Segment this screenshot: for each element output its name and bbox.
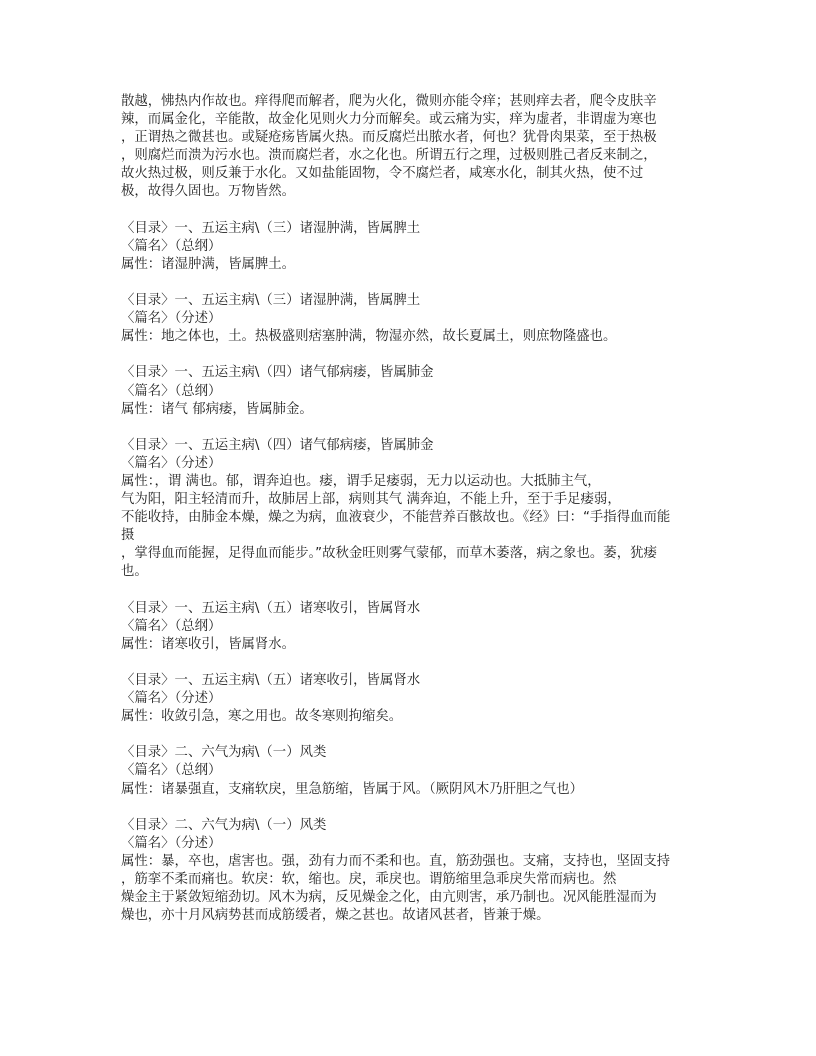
entry-attribute-line: 属性：诸气 郁病痿，皆属肺金。 (121, 401, 313, 417)
entry (121, 817, 721, 926)
entry-title: 〈篇名〉（分述） (121, 691, 222, 707)
entry-attribute-line: 属性：诸寒收引，皆属肾水。 (121, 636, 296, 652)
blank-line (121, 419, 721, 437)
entry-catalog: 〈目录〉一、五运主病\（三）诸湿肿满，皆属脾土 (121, 293, 421, 309)
entry-attribute-line: 燥金主于紧敛短缩劲切。风木为病，反见燥金之化，由亢则害，承乃制也。况风能胜湿而为 (121, 890, 657, 906)
entry-attribute-line: 属性：地之体也，土。热极盛则痞塞肿满，物湿亦然，故长夏属土，则庶物隆盛也。 (121, 329, 617, 345)
blank-line (121, 202, 721, 220)
entry-title: 〈篇名〉（总纲） (121, 763, 222, 779)
paragraph-line: ，正谓热之微甚也。或疑疮疡皆属火热。而反腐烂出脓水者，何也？犹骨肉果菜，至于热极 (121, 130, 657, 146)
entry-attribute-line: 摄 (121, 528, 135, 544)
entry-attribute-line: 属性：诸暴强直，支痛软戾，里急筋缩，皆属于风。（厥阴风木乃肝胆之气也） (121, 781, 583, 797)
entry (121, 220, 721, 274)
entry-title: 〈篇名〉（总纲） (121, 618, 222, 634)
entry-attribute-line: 气为阳，阳主轻清而升，故肺居上部，病则其气 满奔迫，不能上升，至于手足痿弱， (121, 492, 621, 508)
entry (121, 364, 721, 418)
document-page (121, 93, 721, 925)
entry (121, 437, 721, 582)
entry-attribute-line: 属性：暴，卒也，虐害也。强，劲有力而不柔和也。直，筋劲强也。支痛，支持也，坚固支持 (121, 853, 671, 869)
blank-line (121, 582, 721, 600)
entry-catalog: 〈目录〉二、六气为病\（一）风类 (121, 817, 327, 833)
entry (121, 744, 721, 798)
blank-line (121, 346, 721, 364)
entry-attribute-line: 属性：，谓 满也。郁，谓奔迫也。痿，谓手足痿弱，无力以运动也。大抵肺主气， (121, 473, 601, 489)
entry (121, 600, 721, 654)
entry-catalog: 〈目录〉一、五运主病\（四）诸气郁病痿，皆属肺金 (121, 365, 434, 381)
blank-line (121, 726, 721, 744)
entry-catalog: 〈目录〉一、五运主病\（四）诸气郁病痿，皆属肺金 (121, 437, 434, 453)
paragraph-line: 极，故得久固也。万物皆然。 (121, 184, 296, 200)
blank-line (121, 654, 721, 672)
entry-catalog: 〈目录〉一、五运主病\（五）诸寒收引，皆属肾水 (121, 673, 421, 688)
entry-catalog: 〈目录〉一、五运主病\（五）诸寒收引，皆属肾水 (121, 600, 421, 616)
entry (121, 672, 721, 726)
entry-title: 〈篇名〉（分述） (121, 311, 222, 327)
paragraph-line: 故火热过极，则反兼于水化。又如盐能固物，令不腐烂者，咸寒水化，制其火热，使不过 (121, 166, 644, 182)
entry-title: 〈篇名〉（分述） (121, 455, 222, 471)
entry-title: 〈篇名〉（总纲） (121, 238, 222, 254)
entry-attribute-line: ，掌得血而能握，足得血而能步。”故秋金旺则雾气蒙郁，而草木萎落，病之象也。萎，犹痿 (121, 546, 657, 562)
entry-attribute-line: 属性：诸湿肿满，皆属脾土。 (121, 256, 296, 272)
entry-attribute-line: 也。 (121, 564, 148, 580)
paragraph-line: 散越，怫热内作故也。痒得爬而解者，爬为火化，微则亦能令痒；甚则痒去者，爬令皮肤辛 (121, 94, 657, 109)
entry-catalog: 〈目录〉一、五运主病\（三）诸湿肿满，皆属脾土 (121, 220, 421, 236)
entry (121, 292, 721, 346)
intro-paragraph (121, 93, 721, 202)
entry-title: 〈篇名〉（总纲） (121, 383, 222, 399)
paragraph-line: ，则腐烂而溃为污水也。溃而腐烂者，水之化也。所谓五行之理，过极则胜己者反来制之， (121, 148, 657, 164)
entry-attribute-line: 不能收持，由肺金本燥，燥之为病，血液衰少，不能营养百骸故也。《经》曰：“手指得血而能 (121, 510, 671, 526)
entry-attribute-line: 燥也，亦十月风病势甚而成筋缓者，燥之甚也。故诸风甚者，皆兼于燥。 (121, 908, 550, 924)
entry-catalog: 〈目录〉二、六气为病\（一）风类 (121, 745, 327, 761)
entry-attribute-line: ，筋挛不柔而痛也。软戾：软，缩也。戾，乖戾也。谓筋缩里急乖戾失常而病也。然 (121, 872, 617, 888)
entry-attribute-line: 属性：收敛引急，寒之用也。故冬寒则拘缩矣。 (121, 709, 403, 725)
blank-line (121, 799, 721, 817)
entry-title: 〈篇名〉（分述） (121, 835, 222, 851)
blank-line (121, 274, 721, 292)
paragraph-line: 辣，而属金化，辛能散，故金化见则火力分而解矣。或云痛为实，痒为虚者，非谓虚为寒也 (121, 112, 657, 128)
